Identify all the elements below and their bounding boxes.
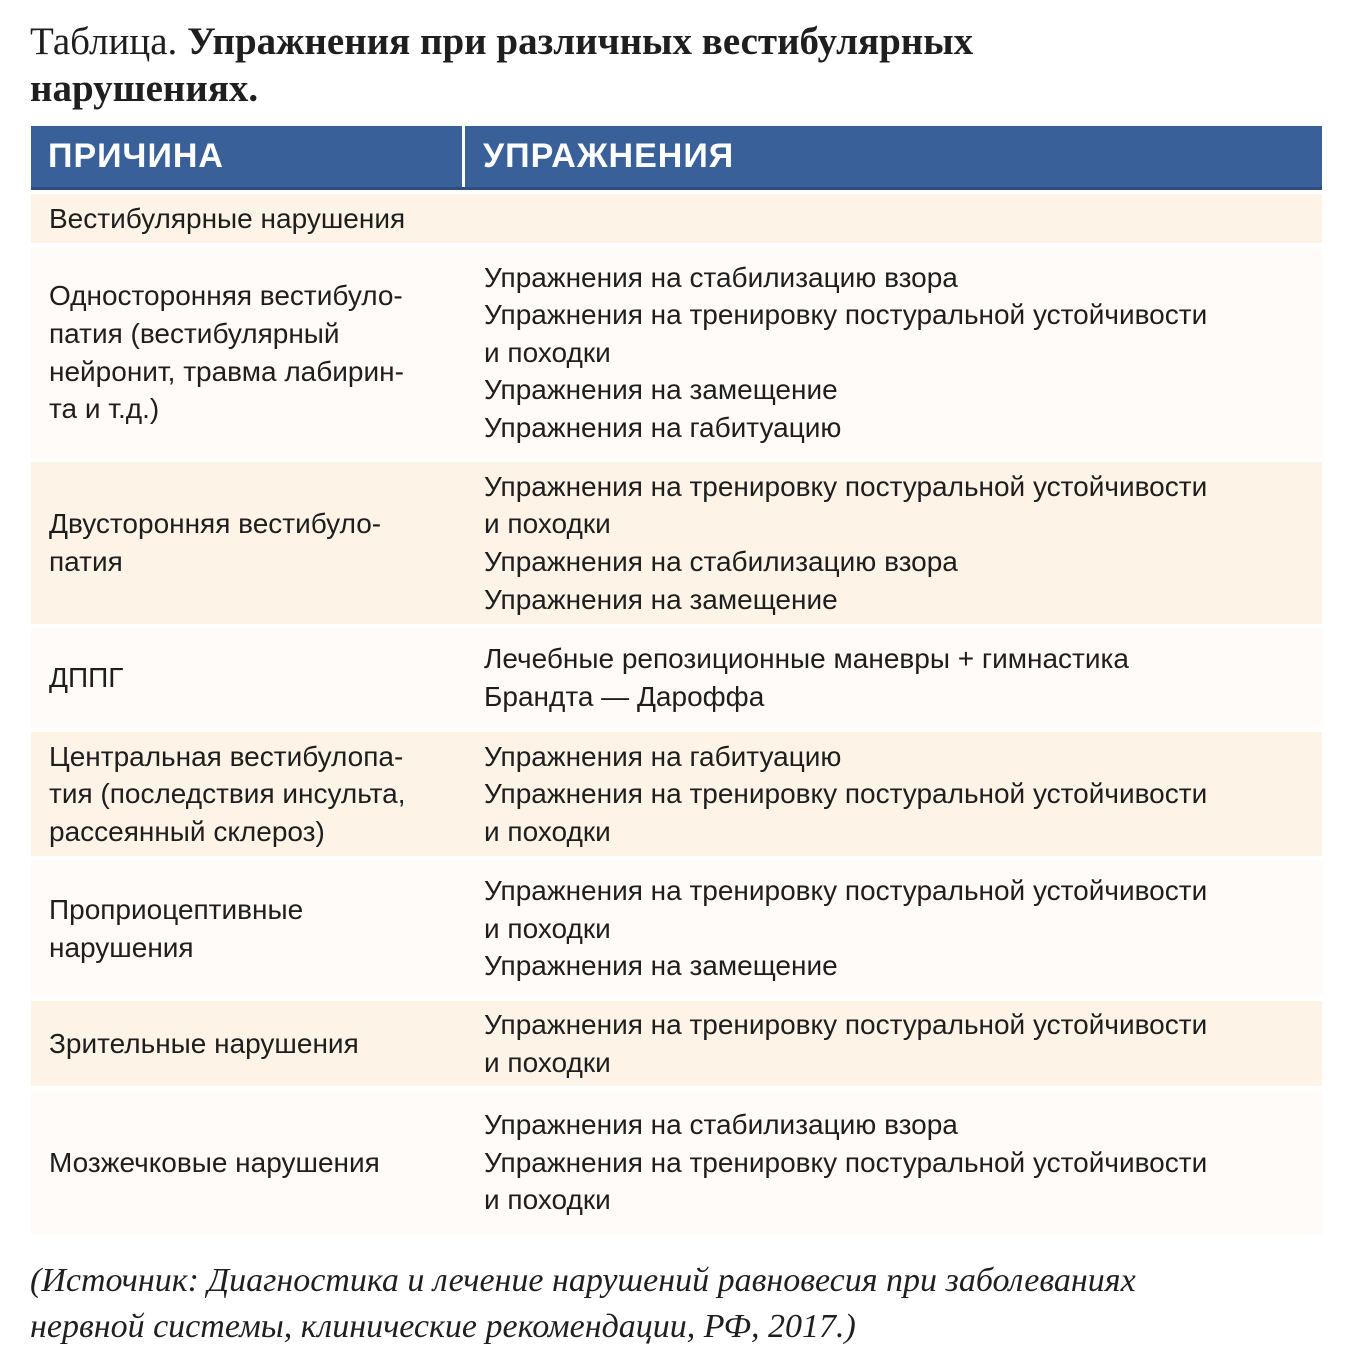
source-line-1: (Источник: Диагностика и лечение нарушений равновесия при заболеваниях bbox=[30, 1262, 1136, 1299]
exercise-line: и походки bbox=[484, 815, 611, 847]
cause-cell bbox=[31, 505, 468, 580]
table-row bbox=[31, 458, 1322, 624]
exercises-cell bbox=[468, 259, 1322, 447]
source-line-2: нервной системы, клинические рекомендации, РФ, 2017.) bbox=[30, 1308, 856, 1345]
exercises-cell bbox=[468, 872, 1322, 985]
exercise-line: Упражнения на стабилизацию взора bbox=[484, 1109, 958, 1141]
exercise-line: и походки bbox=[484, 912, 611, 944]
exercise-line: Упражнения на замещение bbox=[484, 950, 838, 982]
cause-cell bbox=[31, 659, 468, 697]
exercise-line: Упражнения на тренировку постуральной устойчивости bbox=[484, 778, 1208, 810]
title-line-1 bbox=[30, 18, 1330, 65]
cause-line: нарушения bbox=[49, 931, 194, 963]
table-body bbox=[31, 190, 1322, 1235]
title-main-line-1: Упражнения при различных вестибулярных bbox=[187, 20, 974, 63]
cause-line: Зрительные нарушения bbox=[49, 1027, 359, 1059]
table-row bbox=[31, 728, 1322, 856]
header-exercises: УПРАЖНЕНИЯ bbox=[483, 137, 735, 175]
table-row bbox=[31, 997, 1322, 1086]
table-title bbox=[30, 18, 1330, 112]
cause-line: нейронит, травма лабирин- bbox=[49, 355, 404, 387]
table-row bbox=[31, 1086, 1322, 1235]
exercise-line: Упражнения на тренировку постуральной устойчивости bbox=[484, 1146, 1208, 1178]
exercise-line: Упражнения на замещение bbox=[484, 374, 838, 406]
exercise-line: Упражнения на тренировку постуральной устойчивости bbox=[484, 299, 1208, 331]
exercise-line: Лечебные репозиционные маневры + гимнастика bbox=[484, 643, 1129, 675]
cause-cell bbox=[31, 1025, 468, 1063]
exercise-line: Упражнения на габитуацию bbox=[484, 411, 842, 443]
cause-cell bbox=[31, 891, 468, 966]
cause-line: Односторонняя вестибуло- bbox=[49, 280, 403, 312]
exercise-line: и походки bbox=[484, 1184, 611, 1216]
exercises-table bbox=[31, 126, 1322, 1235]
cause-line: тия (последствия инсульта, bbox=[49, 778, 406, 810]
table-header bbox=[31, 126, 1322, 190]
table-row bbox=[31, 856, 1322, 997]
exercise-line: и походки bbox=[484, 1046, 611, 1078]
exercise-line: Брандта — Дароффа bbox=[484, 681, 765, 712]
title-prefix: Таблица. bbox=[30, 20, 178, 63]
exercise-line: Упражнения на тренировку постуральной устойчивости bbox=[484, 470, 1208, 502]
cause-line: Центральная вестибулопа- bbox=[49, 740, 404, 772]
section-label: Вестибулярные нарушения bbox=[49, 202, 406, 234]
cause-line: Мозжечковые нарушения bbox=[49, 1146, 380, 1178]
exercise-line: Упражнения на замещение bbox=[484, 583, 838, 615]
cause-line: ДППГ bbox=[49, 662, 124, 694]
cause-line: Двусторонняя вестибуло- bbox=[49, 508, 382, 540]
table-row bbox=[31, 243, 1322, 458]
cause-cell bbox=[31, 1144, 468, 1182]
exercise-line: Упражнения на габитуацию bbox=[484, 740, 842, 772]
title-main-line-2: нарушениях. bbox=[30, 67, 259, 110]
exercises-cell bbox=[468, 1006, 1322, 1081]
exercise-line: и походки bbox=[484, 336, 611, 368]
exercises-cell bbox=[468, 738, 1322, 851]
source-note bbox=[30, 1258, 1330, 1350]
exercise-line: Упражнения на стабилизацию взора bbox=[484, 546, 958, 577]
cause-cell bbox=[31, 738, 468, 851]
exercise-line: и походки bbox=[484, 508, 611, 540]
exercises-cell bbox=[468, 468, 1322, 618]
cause-cell bbox=[31, 277, 468, 427]
cause-line: патия (вестибулярный bbox=[49, 317, 340, 349]
exercises-cell bbox=[468, 1106, 1322, 1219]
section-row bbox=[31, 190, 1322, 243]
exercise-line: Упражнения на тренировку постуральной устойчивости bbox=[484, 1008, 1208, 1040]
cause-line: Проприоцептивные bbox=[49, 893, 304, 925]
exercise-line: Упражнения на стабилизацию взора bbox=[484, 261, 958, 293]
cause-line: патия bbox=[49, 546, 123, 577]
cause-line: та и т.д.) bbox=[49, 393, 160, 425]
exercise-line: Упражнения на тренировку постуральной устойчивости bbox=[484, 875, 1208, 907]
header-cause: ПРИЧИНА bbox=[31, 126, 465, 187]
table-row bbox=[31, 624, 1322, 728]
cause-line: рассеянный склероз) bbox=[49, 815, 325, 847]
exercises-cell bbox=[468, 640, 1322, 715]
